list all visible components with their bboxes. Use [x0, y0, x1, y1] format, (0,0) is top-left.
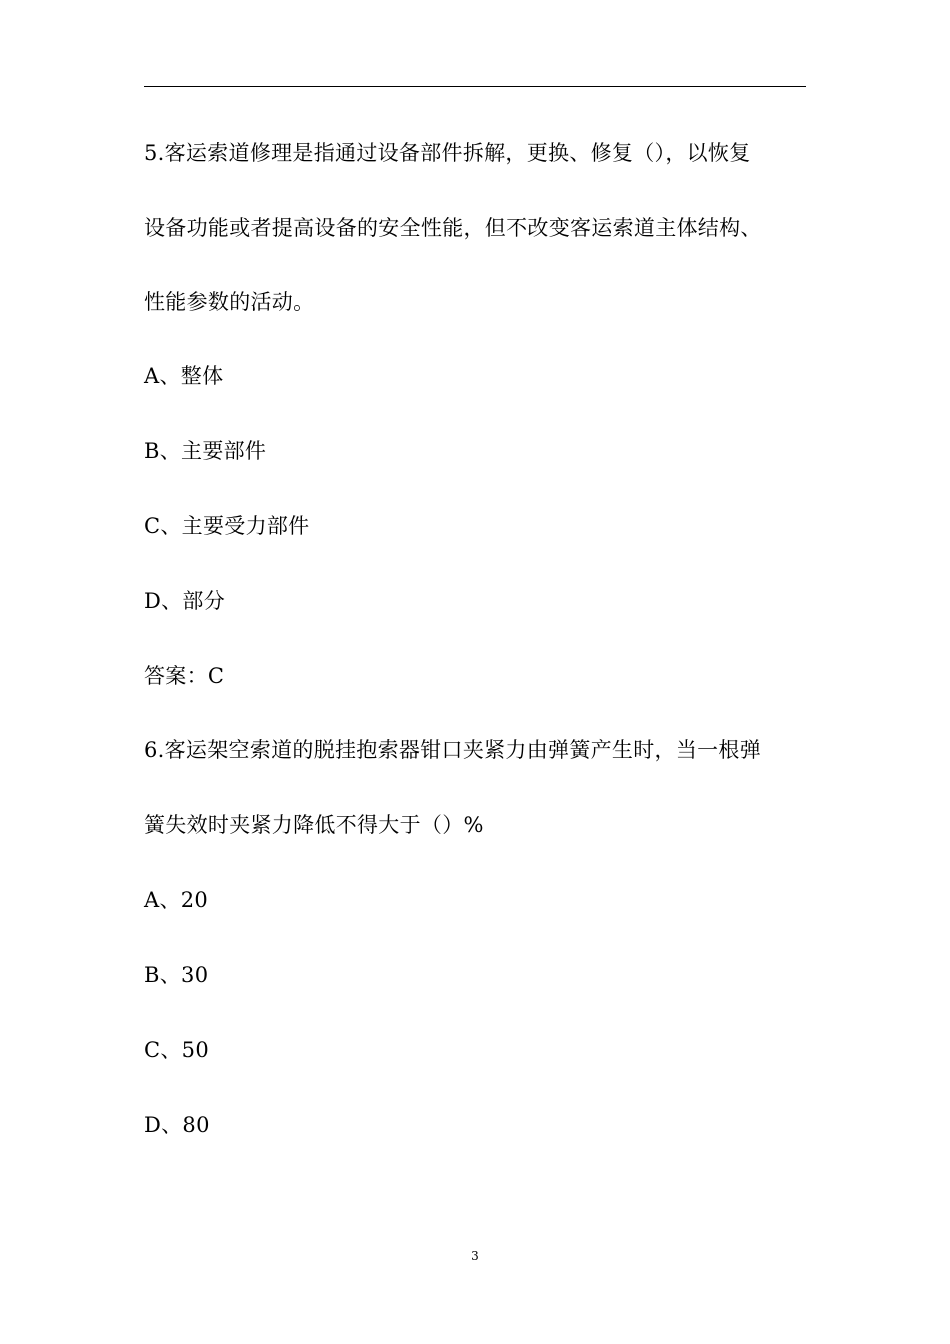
question-5-stem-line-3: 性能参数的活动。 [144, 290, 315, 314]
question-6-option-c: C、50 [144, 1038, 209, 1062]
page-number: 3 [471, 1249, 479, 1263]
question-6-option-d: D、80 [144, 1113, 210, 1137]
question-6-option-b: B、30 [144, 963, 209, 987]
question-6-stem-line-2: 簧失效时夹紧力降低不得大于（）% [144, 813, 484, 837]
question-5-option-a: A、整体 [144, 364, 224, 388]
question-5-stem-line-2: 设备功能或者提高设备的安全性能，但不改变客运索道主体结构、 [144, 216, 762, 240]
question-6-stem-line-1: 6.客运架空索道的脱挂抱索器钳口夹紧力由弹簧产生时，当一根弹 [144, 738, 762, 762]
question-5-answer: 答案：C [144, 664, 225, 688]
header-rule [144, 86, 806, 87]
question-5-option-c: C、主要受力部件 [144, 514, 310, 538]
question-5-stem-line-1: 5.客运索道修理是指通过设备部件拆解，更换、修复（），以恢复 [144, 141, 751, 165]
question-5-option-b: B、主要部件 [144, 439, 267, 463]
question-5-option-d: D、部分 [144, 589, 226, 613]
question-6-option-a: A、20 [144, 888, 209, 912]
